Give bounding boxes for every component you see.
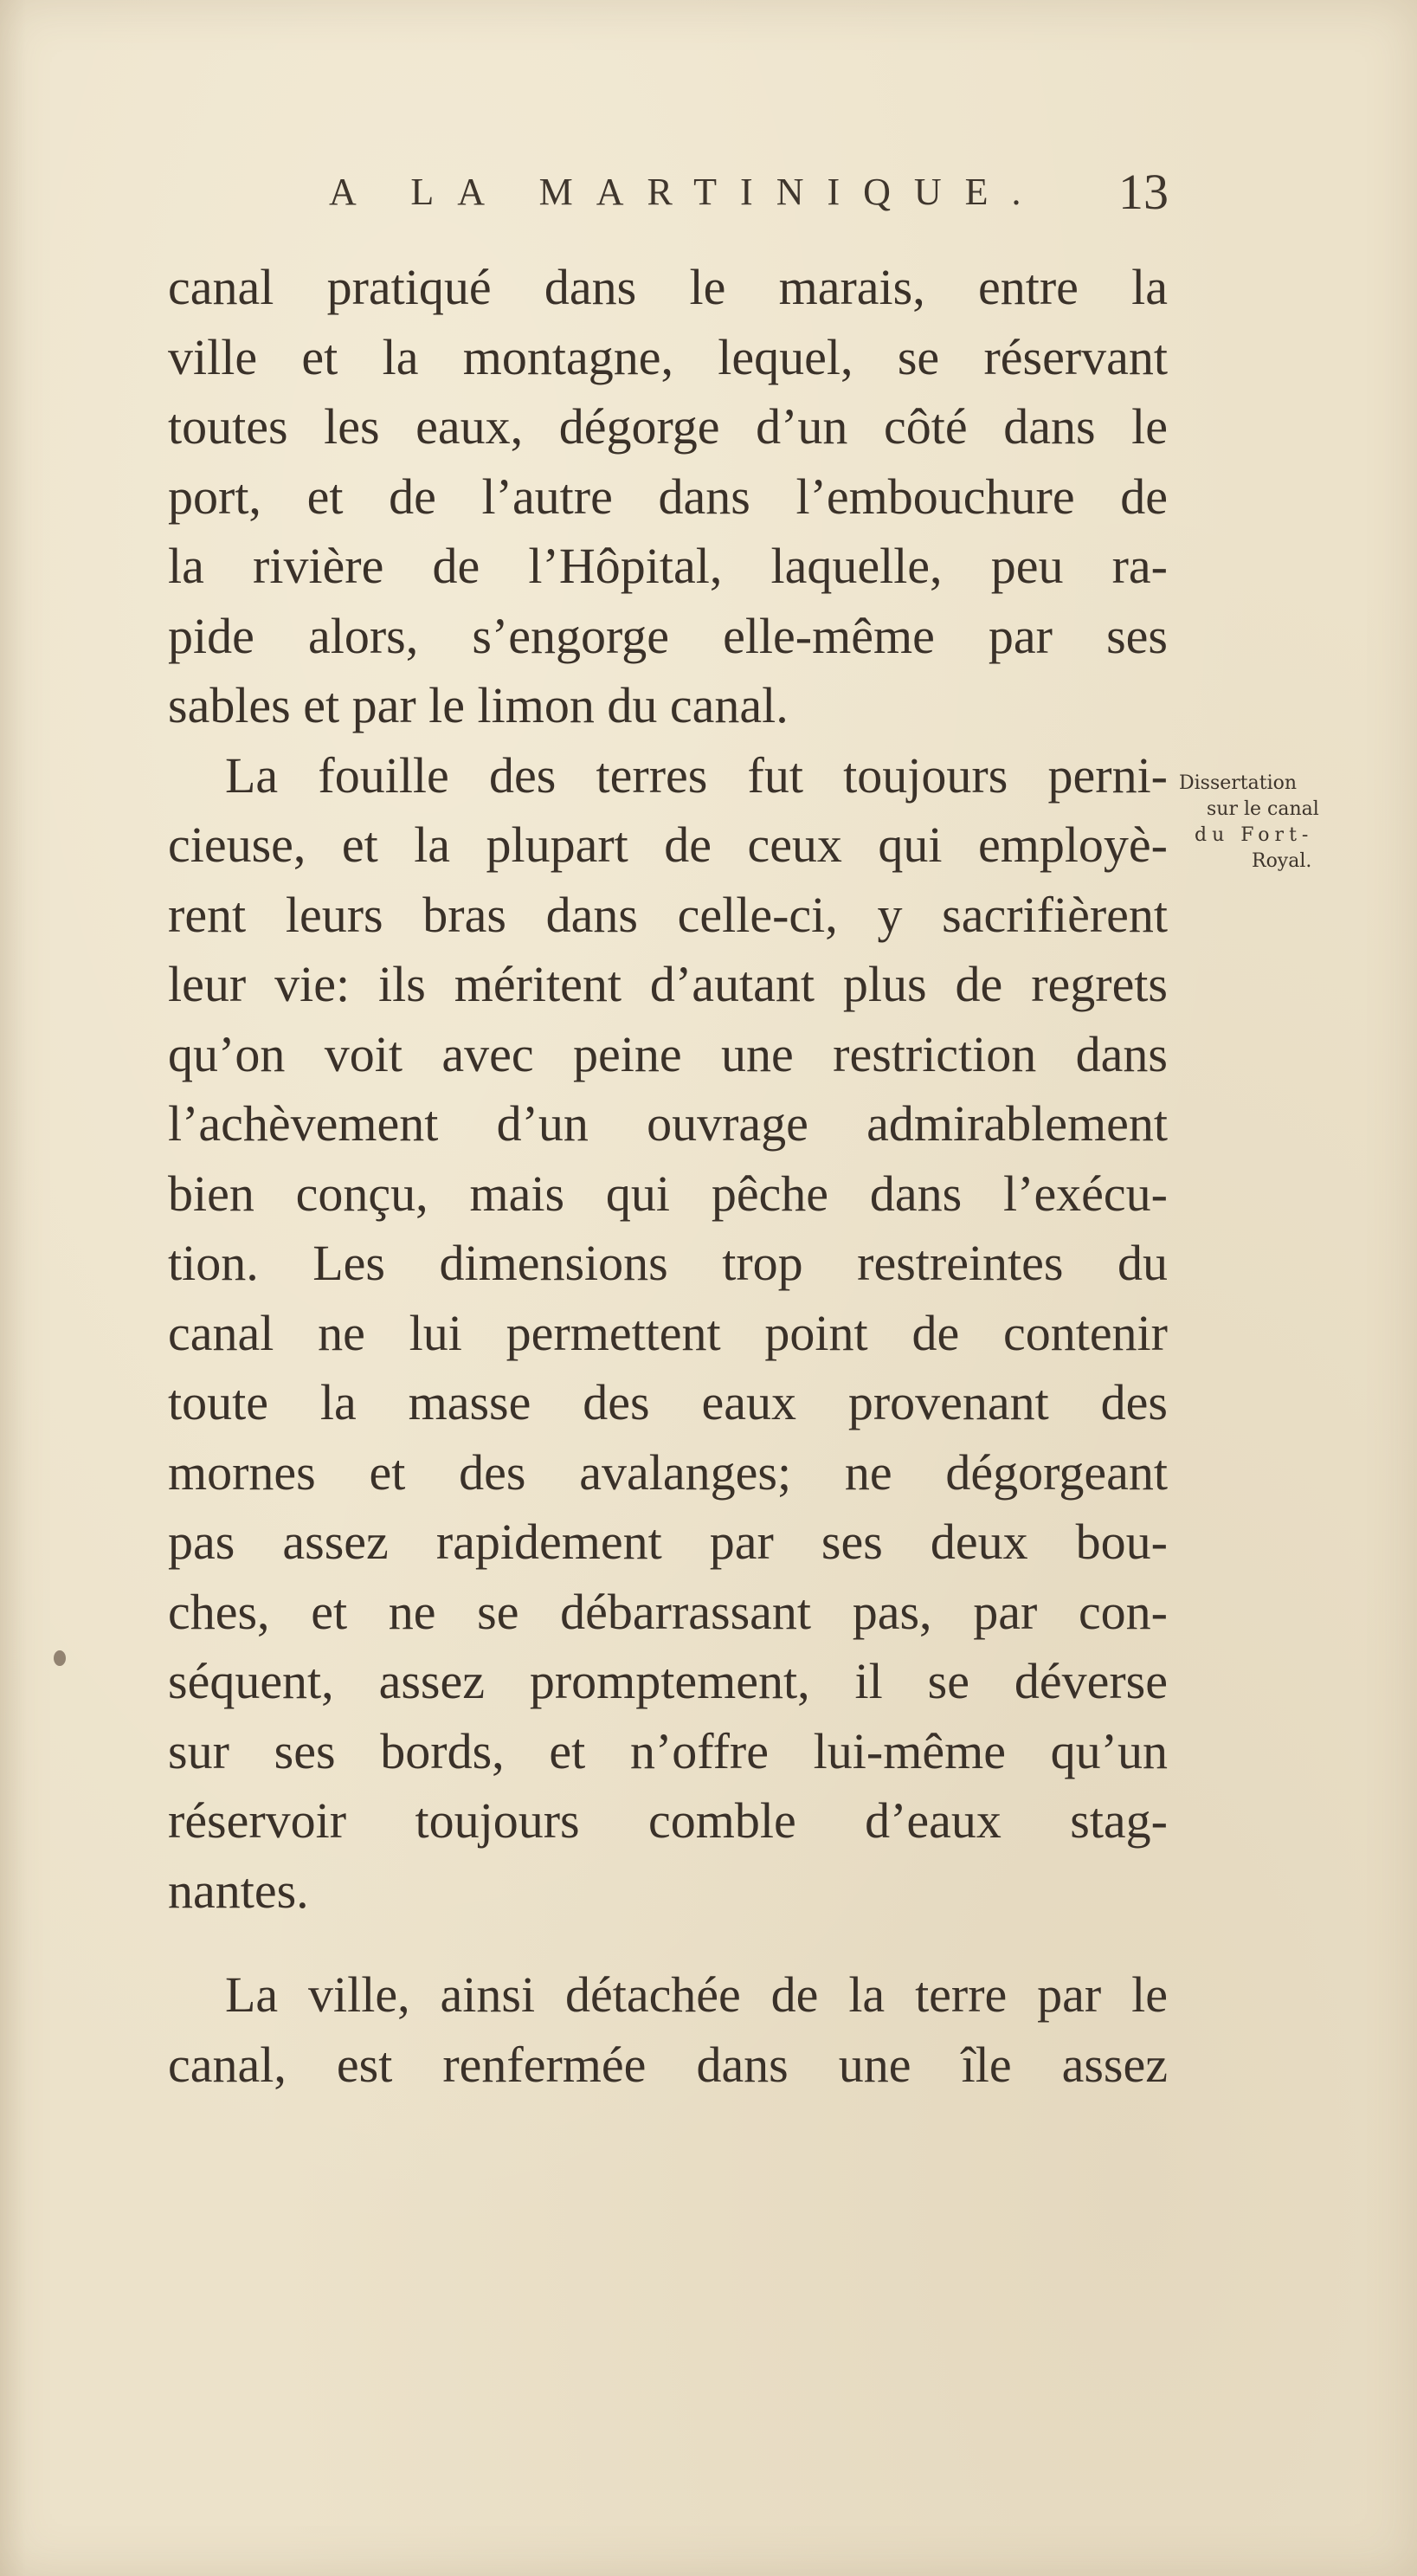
text-line: leur vie: ils méritent d’autant plus de regrets <box>168 956 1168 1012</box>
running-title: A LA MARTINIQUE. <box>329 171 1045 213</box>
ink-spot <box>54 1650 66 1666</box>
page-number: 13 <box>1118 164 1169 220</box>
text-line: la rivière de l’Hôpital, laquelle, peu ra- <box>168 538 1168 594</box>
text-line: toute la masse des eaux provenant des <box>168 1374 1168 1430</box>
margin-note-line: Royal. <box>1252 850 1312 872</box>
text-line: canal ne lui permettent point de contenir <box>168 1304 1168 1361</box>
text-line: réservoir toujours comble d’eaux stag- <box>168 1792 1168 1849</box>
text-line: canal pratiqué dans le marais, entre la <box>168 259 1168 315</box>
running-head <box>329 164 1169 230</box>
text-line: mornes et des avalanges; ne dégorgeant <box>168 1443 1168 1501</box>
text-line: port, et de l’autre dans l’embouchure de <box>168 468 1168 525</box>
text-line: pide alors, s’engorge elle-même par ses <box>168 607 1168 664</box>
text-line: rent leurs bras dans celle-ci, y sacrifièrent <box>168 886 1168 943</box>
text-line: cieuse, et la plupart de ceux qui employè- <box>168 817 1168 873</box>
text-line: sables et par le limon du canal. <box>168 677 789 733</box>
margin-note-line: Dissertation <box>1179 772 1298 794</box>
text-line: nantes. <box>168 1862 309 1919</box>
text-line: toutes les eaux, dégorge d’un côté dans le <box>168 398 1168 455</box>
text-line: séquent, assez promptement, il se déverse <box>168 1653 1168 1709</box>
text-line: ches, et ne se débarrassant pas, par con- <box>168 1583 1168 1640</box>
text-line: qu’on voit avec peine une restriction dans <box>168 1025 1168 1082</box>
text-line: pas assez rapidement par ses deux bou- <box>168 1514 1168 1570</box>
margin-note-line: du Fort- <box>1195 824 1314 846</box>
text-line: canal, est renfermée dans une île assez <box>168 2036 1168 2093</box>
paragraph-start-line: La fouille des terres fut toujours perni- <box>225 746 1168 804</box>
margin-note-line: sur le canal <box>1207 798 1319 820</box>
text-line: bien conçu, mais qui pêche dans l’exécu- <box>168 1165 1168 1222</box>
body-text <box>168 253 1168 2100</box>
paragraph-start-line: La ville, ainsi détachée de la terre par le <box>225 1966 1168 2023</box>
text-line: tion. Les dimensions trop restreintes du <box>168 1235 1168 1291</box>
text-line: l’achèvement d’un ouvrage admirablement <box>168 1095 1168 1152</box>
text-line: sur ses bords, et n’offre lui-même qu’un <box>168 1722 1168 1779</box>
margin-note <box>1179 771 1378 875</box>
text-line: ville et la montagne, lequel, se réservant <box>168 328 1168 385</box>
